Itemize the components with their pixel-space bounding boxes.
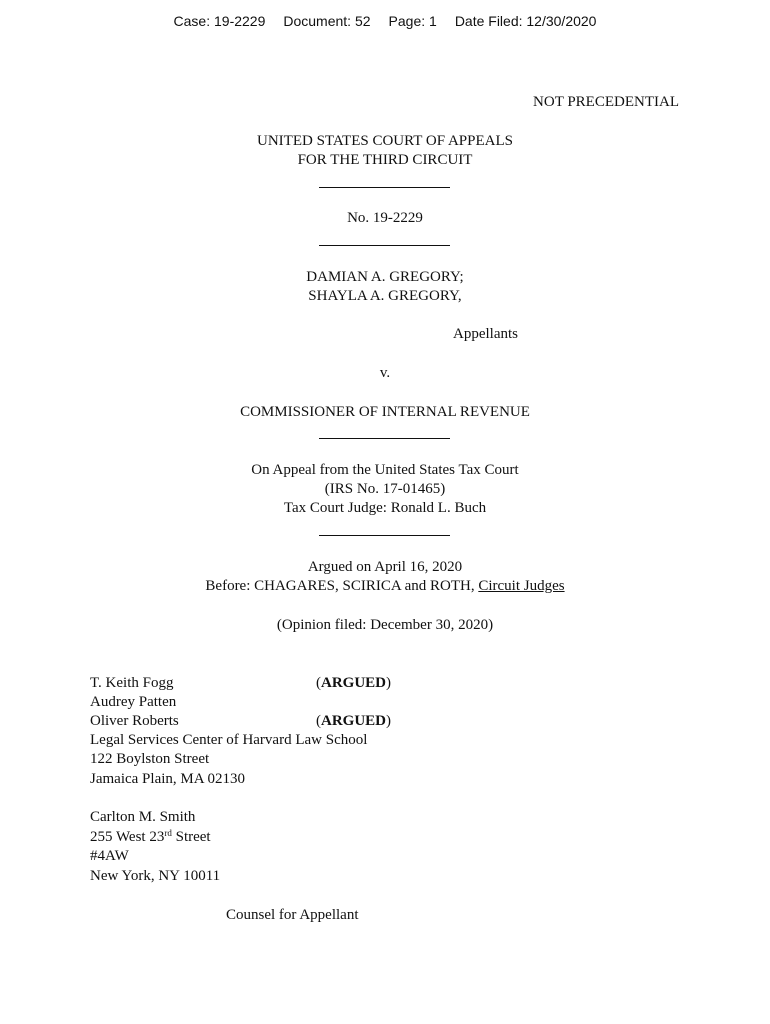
section-divider (319, 187, 450, 188)
counsel-city: New York, NY 10011 (90, 868, 221, 884)
section-divider (319, 245, 450, 246)
counsel-street: 255 West 23rd Street (90, 828, 211, 845)
appellee-name: COMMISSIONER OF INTERNAL REVENUE (240, 404, 530, 420)
document-number: Document: 52 (283, 13, 371, 29)
argued-marker: (ARGUED) (316, 675, 392, 691)
filing-header (0, 13, 770, 29)
counsel-city: Jamaica Plain, MA 02130 (90, 771, 245, 787)
section-divider (319, 535, 450, 536)
appeal-source-line3: Tax Court Judge: Ronald L. Buch (283, 500, 487, 516)
argued-marker: (ARGUED) (316, 713, 392, 729)
panel-judges (0, 577, 770, 596)
appeal-source-line1: On Appeal from the United States Tax Court (251, 462, 519, 478)
appellant-name-2: SHAYLA A. GREGORY, (308, 288, 462, 304)
counsel-unit: #4AW (90, 848, 129, 864)
opinion-filed-date: (Opinion filed: December 30, 2020) (276, 617, 494, 633)
counsel-role: Counsel for Appellant (226, 907, 359, 923)
counsel-organization: Legal Services Center of Harvard Law School (90, 732, 368, 748)
appellants-role: Appellants (453, 326, 518, 342)
case-number: Case: 19-2229 (173, 13, 266, 29)
section-divider (319, 438, 450, 439)
court-name-line1: UNITED STATES COURT OF APPEALS (257, 133, 513, 149)
argued-date: Argued on April 16, 2020 (307, 559, 463, 575)
panel-judges-names: Before: CHAGARES, SCIRICA and ROTH, (205, 578, 479, 594)
counsel-street: 122 Boylston Street (90, 751, 210, 767)
appeal-source-line2: (IRS No. 17-01465) (324, 481, 446, 497)
appellant-name-1: DAMIAN A. GREGORY; (306, 269, 464, 285)
docket-number: No. 19-2229 (347, 210, 423, 226)
attorney-name: Oliver Roberts (90, 713, 179, 729)
date-filed: Date Filed: 12/30/2020 (454, 13, 597, 29)
attorney-name: T. Keith Fogg (90, 675, 174, 691)
page-number: Page: 1 (388, 13, 437, 29)
versus: v. (379, 365, 391, 381)
attorney-name: Audrey Patten (90, 694, 177, 710)
panel-judges-title: Circuit Judges (478, 578, 565, 594)
attorney-name: Carlton M. Smith (90, 809, 196, 825)
court-name-line2: FOR THE THIRD CIRCUIT (297, 152, 473, 168)
precedential-status: NOT PRECEDENTIAL (533, 94, 679, 110)
